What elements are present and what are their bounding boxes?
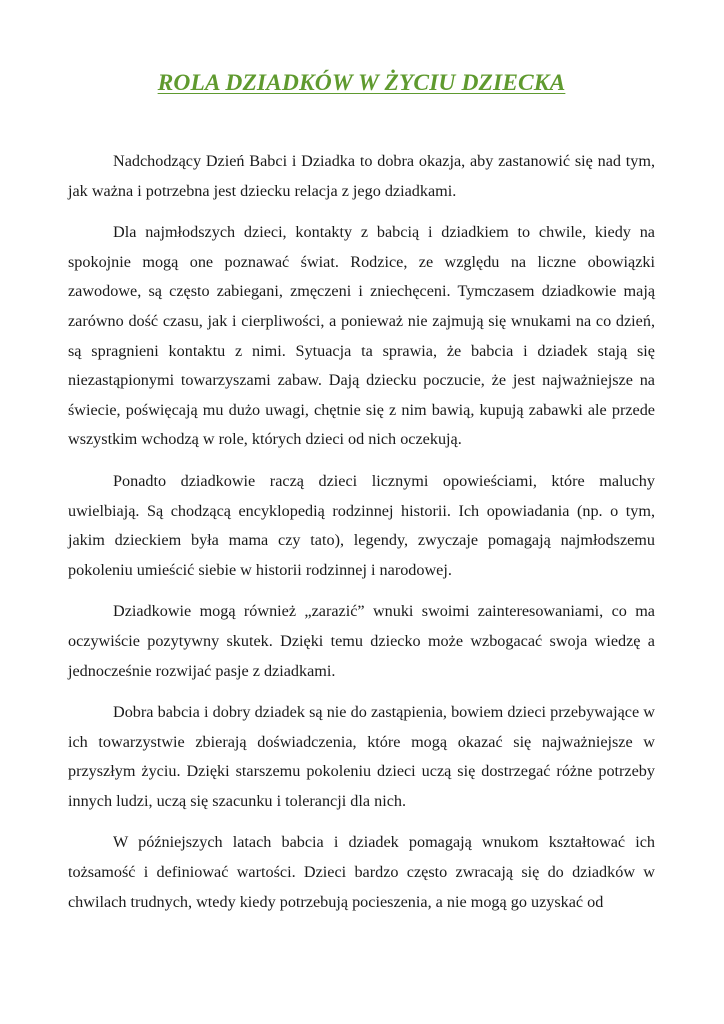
paragraph-3: Ponadto dziadkowie raczą dzieci licznymi opowieściami, które maluchy uwielbiają. Są chodzącą encyklopedią rodzinnej historii. Ich opowiadania (np. o tym, jakim dzieckiem była mama czy tato), legendy, zwyczaje pomagają najmłodszemu pokoleniu umieścić siebie w historii rodzinnej i narodowej. — [68, 471, 655, 579]
document-body — [68, 147, 655, 917]
document-page — [68, 68, 655, 929]
paragraph-2: Dla najmłodszych dzieci, kontakty z babcią i dziadkiem to chwile, kiedy na spokojnie mogą one poznawać świat. Rodzice, ze względu na liczne obowiązki zawodowe, są często zabiegani, zmęczeni i zniechęceni. Tymczasem dziadkowie mają zarówno dość czasu, jak i cierpliwości, a ponieważ nie zajmują się wnukami na co dzień, są spragnieni kontaktu z nimi. Sytuacja ta sprawia, że babcia i dziadek stają się niezastąpionymi towarzyszami zabaw. Dają dziecku poczucie, że jest najważniejsze na świecie, poświęcają mu dużo uwagi, chętnie się z nim bawią, kupują zabawki ale przede wszystkim wchodzą w role, których dzieci od nich oczekują. — [68, 223, 655, 449]
paragraph-1: Nadchodzący Dzień Babci i Dziadka to dobra okazja, aby zastanowić się nad tym, jak ważna i potrzebna jest dziecku relacja z jego dziadkami. — [68, 152, 655, 200]
paragraph-6: W późniejszych latach babcia i dziadek pomagają wnukom kształtować ich tożsamość i definiować wartości. Dzieci bardzo często zwracają się do dziadków w chwilach trudnych, wtedy kiedy potrzebują pocieszenia, a nie mogą go uzyskać od — [68, 833, 655, 911]
document-title: ROLA DZIADKÓW W ŻYCIU DZIECKA — [157, 70, 566, 96]
paragraph-5: Dobra babcia i dobry dziadek są nie do zastąpienia, bowiem dzieci przebywające w ich towarzystwie zbierają doświadczenia, które mogą okazać się najważniejsze w przyszłym życiu. Dzięki starszemu pokoleniu dzieci uczą się dostrzegać różne potrzeby innych ludzi, uczą się szacunku i tolerancji dla nich. — [68, 703, 655, 810]
paragraph-4: Dziadkowie mogą również „zarazić” wnuki swoimi zainteresowaniami, co ma oczywiście pozytywny skutek. Dzięki temu dziecko może wzbogacać swoja wiedzę a jednocześnie rozwijać pasje z dziadkami. — [68, 602, 655, 680]
